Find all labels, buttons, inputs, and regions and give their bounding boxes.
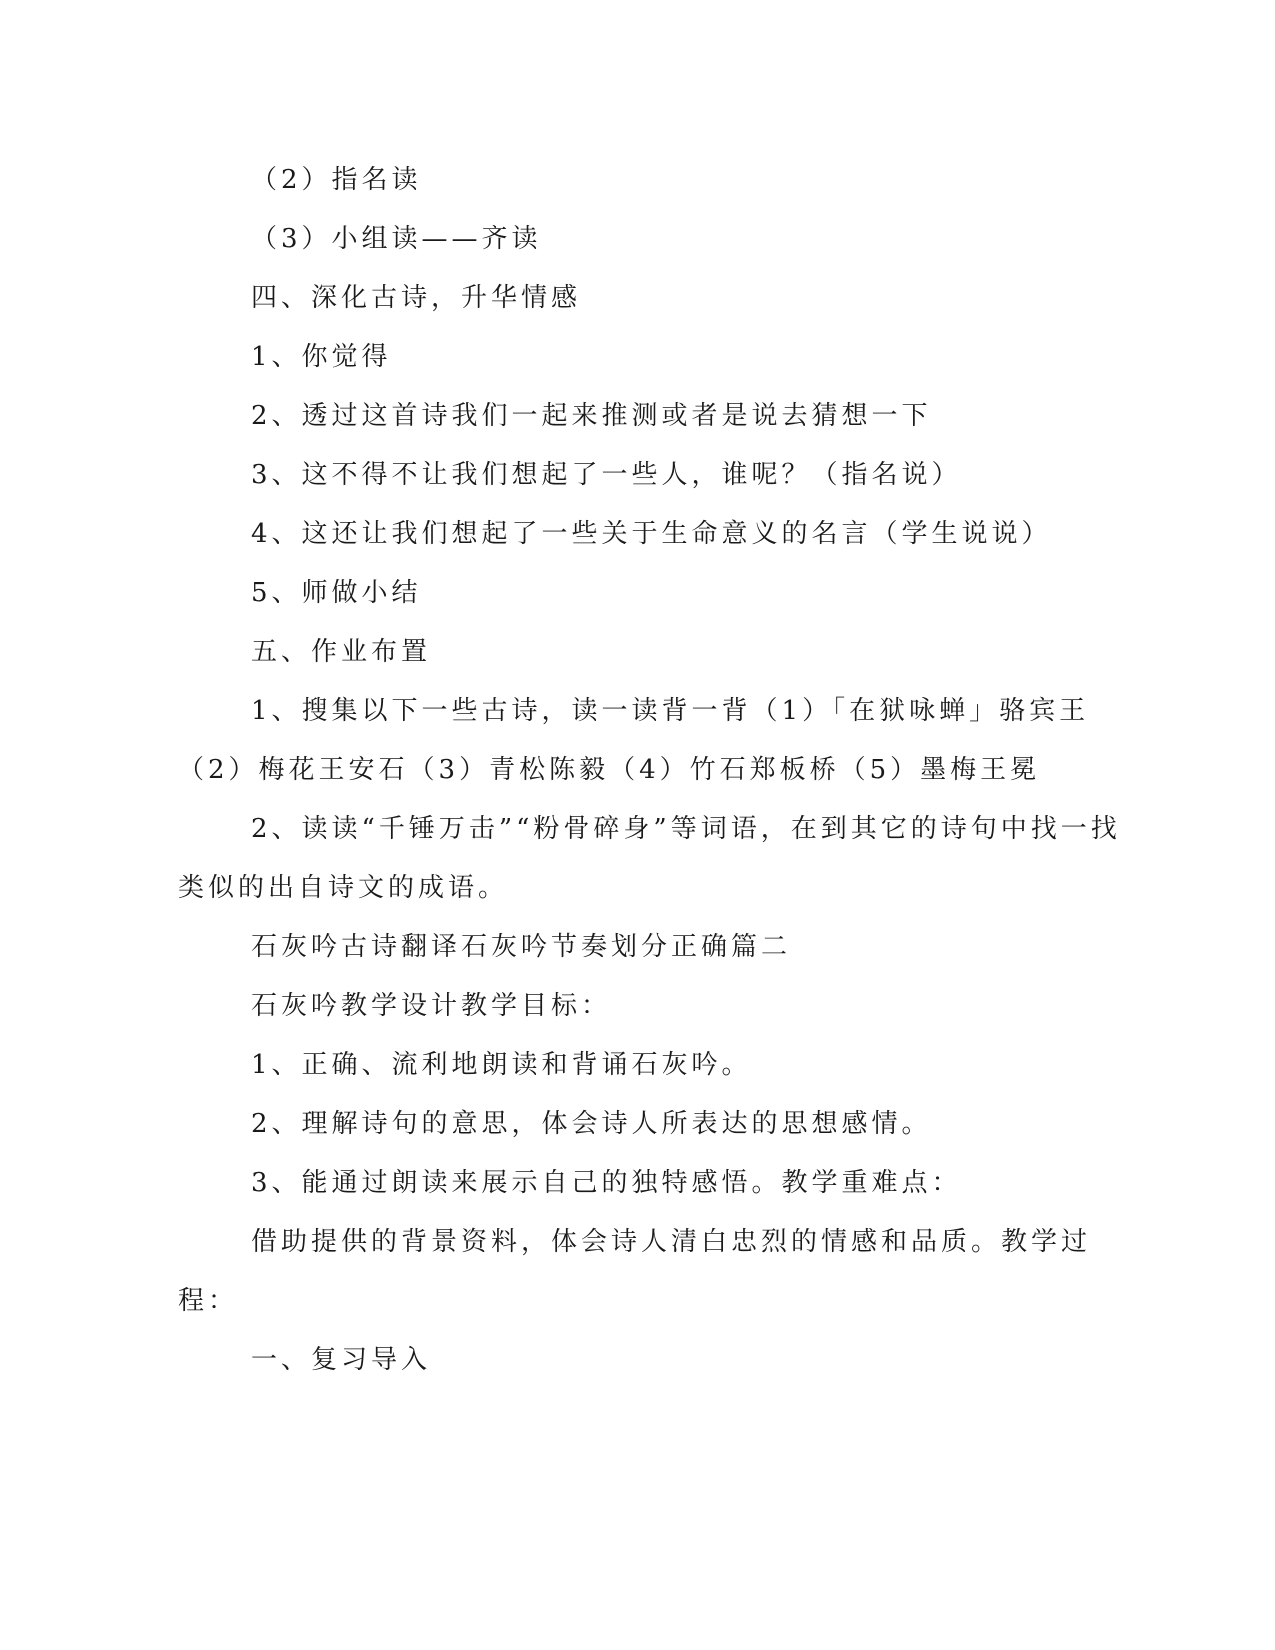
text-line: 1、搜集以下一些古诗，读一读背一背（1）「在狱咏蝉」骆宾王 bbox=[251, 696, 1090, 726]
text-line: 5、师做小结 bbox=[251, 578, 422, 608]
text-line: 4、这还让我们想起了一些关于生命意义的名言（学生说说） bbox=[251, 519, 1052, 549]
text-line: 程： bbox=[178, 1286, 239, 1316]
text-line: （3）小组读——齐读 bbox=[251, 224, 542, 254]
text-line: 1、正确、流利地朗读和背诵石灰吟。 bbox=[251, 1050, 752, 1080]
text-line: 2、读读“千锤万击”“粉骨碎身”等词语，在到其它的诗句中找一找 bbox=[251, 814, 1121, 844]
section-heading: 一、复习导入 bbox=[251, 1345, 432, 1375]
text-line: 借助提供的背景资料，体会诗人清白忠烈的情感和品质。教学过 bbox=[251, 1227, 1092, 1257]
section-heading: 五、作业布置 bbox=[251, 637, 432, 667]
text-line: 2、理解诗句的意思，体会诗人所表达的思想感情。 bbox=[251, 1109, 932, 1139]
text-line: 2、透过这首诗我们一起来推测或者是说去猜想一下 bbox=[251, 401, 932, 431]
section-heading: 四、深化古诗，升华情感 bbox=[251, 283, 582, 313]
text-line: 石灰吟教学设计教学目标： bbox=[251, 991, 612, 1021]
text-line: 类似的出自诗文的成语。 bbox=[178, 873, 509, 903]
section-heading: 石灰吟古诗翻译石灰吟节奏划分正确篇二 bbox=[251, 932, 792, 962]
text-line: 1、你觉得 bbox=[251, 342, 392, 372]
text-line: （2）梅花王安石（3）青松陈毅（4）竹石郑板桥（5）墨梅王冕 bbox=[178, 755, 1041, 785]
text-line: （2）指名读 bbox=[251, 165, 422, 195]
text-line: 3、能通过朗读来展示自己的独特感悟。教学重难点： bbox=[251, 1168, 962, 1198]
text-line: 3、这不得不让我们想起了一些人，谁呢？（指名说） bbox=[251, 460, 962, 490]
